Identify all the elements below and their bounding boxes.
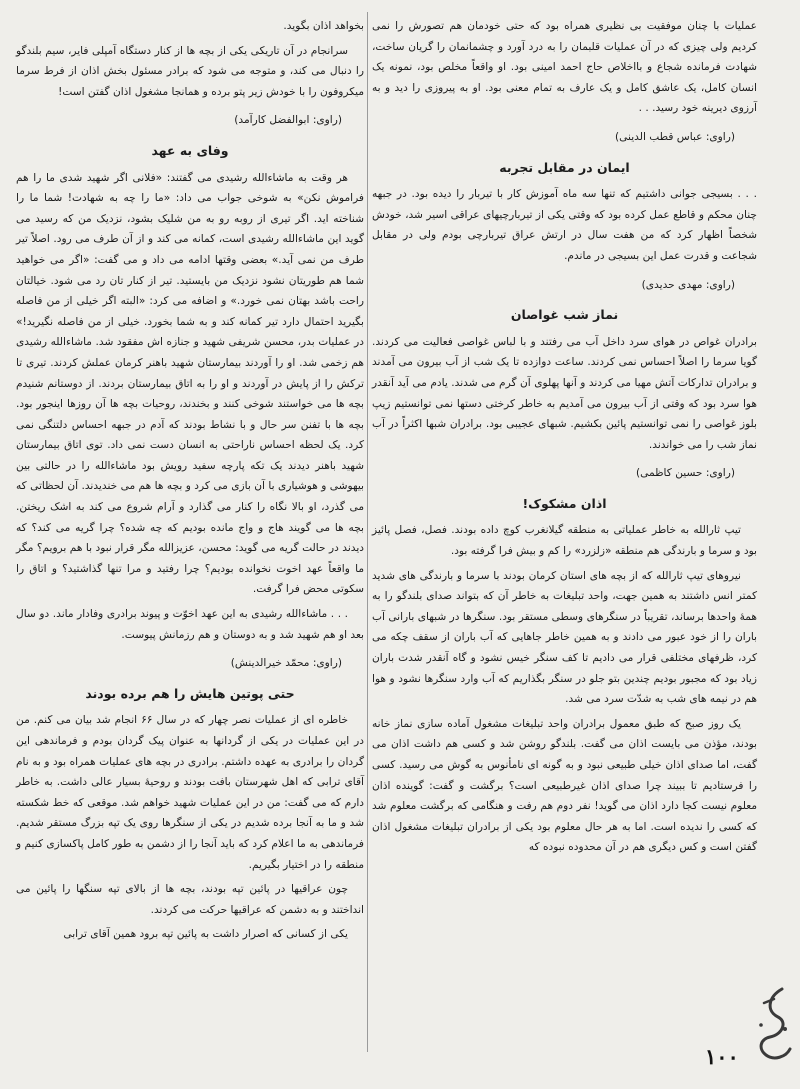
section-title: وفای به عهد bbox=[151, 142, 229, 158]
magazine-logo bbox=[752, 985, 796, 1065]
narrator-credit: (راوی: حسین کاظمی) bbox=[636, 467, 735, 480]
paragraph: یکی از کسانی که اصرار داشت به پائین تپه برود همین آقای ترابی bbox=[63, 928, 348, 941]
paragraph: برادران غواص در هوای سرد داخل آب می رفتند و با لباس غواصی فعالیت می کردند. گویا سرما را اصلاً احساس نمی کردند. ساعت دوازده تا یک شب از آب بیرون می آمدند و برادران تدارکات آتش مهیا می کردند و آنها پهلوی آن گرم می شدند. یادم می آید آنقدر هوا سرد بود که وقتی از آب بیرون می آمدیم به خاطر کرختی دستها نمی توانستیم زیپ بلوز غواصی را نمی توانستیم پائین بکشیم. شبهای عجیبی بود. برادران شبها اکثراً در آب نماز شب را می خواندند. bbox=[372, 335, 757, 451]
narrator-credit: (راوی: مهدی حدیدی) bbox=[641, 278, 735, 291]
section-title: ایمان در مقابل تجربه bbox=[499, 159, 630, 175]
section-title: نماز شب غواصان bbox=[510, 307, 619, 323]
paragraph: چون عراقیها در پائین تپه بودند، بچه ها از بالای تپه سنگها را پائین می انداختند و به دشمن که عراقیها حرکت می کردند. bbox=[16, 883, 364, 916]
section-title: حتی پوتین هایش را هم برده بودند bbox=[85, 685, 295, 701]
paragraph: سرانجام در آن تاریکی یکی از بچه ها از کنار دستگاه آمپلی فایر، سیم بلندگو را دنبال می کند، و متوجه می شود که برادر مسئول بخش اذان از فرط سرما میکروفون را با خودش زیر پتو برده و همانجا مشغول اذان گفتن است! bbox=[16, 44, 364, 98]
column-divider bbox=[367, 12, 368, 1052]
paragraph: هر وقت به ماشاءالله رشیدی می گفتند: «فلانی اگر شهید شدی ما را هم فراموش نکن» به شوخی جواب می داد: «ما را چه به شهادت! شما ما را شناخته اید. اگر تیری از روبه رو به من شلیک بشود، نزدیک من که رسید می گوید این ماشاءالله رشیدی است، کمانه می کند و از آن طرف می رود. اصلاً تیر طرف من نمی آید.» بعضی وقتها ادامه می داد و می گفت: «اگر می خواهید شما هم طوریتان نشود نزدیک من بایستید. تیر از کنار تان رد می شود. خیالتان راحت باشد بهتان نمی خورد.» و اضافه می کرد: «البته اگر خیلی از من فاصله بگیرید احتمال دارد تیر کمانه کند و به شما بخورد. خیلی از من فاصله نگیرید!» در عملیات بدر، محسن شریفی شهید و جنازه اش مفقود شد. ماشاءالله رشیدی هم زخمی شد. او را آوردند بیمارستان شهید باهنر کرمان عملش کردند. تیری تا ترکش را از پایش در آوردند و او را به اتاق بیمارستان بردند. از دوستانم شنیدم بچه ها می خواستند شوخی کنند و بخندند، روحیات بچه ها آن روزها اینجور بود. بچه ها با تفنن سر حال و با نشاط بودند که آدم در جبهه احساس دلتنگی نمی کرد. یک لحظه احساس ناراحتی به انسان دست نمی داد. توی اتاق بیمارستان شهید باهنر دیدند یک تکه پارچه سفید رویش بود ماشاءالله را در حالتی بین بیهوشی و هوشیاری با آن بازی می کرد و بچه ها هم می خندیدند. آن لحظاتی که می گذرد، او بالا نگاه را کنار می گذارد و آرام شروع می کند به اشک ریختن. بچه ها می گویند هاج و واج مانده بودیم که چه شده؟ چرا گریه می کند؟ که دیدند در حالت گریه می گوید: محسن، عزیزالله مگر قرار نبود با هم برویم؟ مگر ما واقعاً عهد اخوت نخوانده بودیم؟ چرا رفتید و مرا تنها گذاشتید؟ و اتاق را سکوتی محض فرا گرفت. bbox=[16, 171, 364, 596]
paragraph: نیروهای تیپ ثارالله که از بچه های استان کرمان بودند با سرما و بارندگی های شدید کمتر انس داشتند به همین جهت، واحد تبلیغات به خاطر آن که بتواند صدای بلندگو را به همهٔ واحدها برساند، تقریباً در سنگرهای وسطی مستقر بود. سنگرها در شبهای بارانی آب باران را از خود عبور می دادند و به همین خاطر جاهایی که آب باران از سقف چکه می کرد، ظرفهای مختلفی قرار می دادیم تا کف سنگر خیس نشود و گاه آنقدر شدت باران زیاد بود که مجبور بودیم چندین بتو جلو در سنگر بگذاریم که آب وارد سنگرها نشود و هوا هم در نیمه های شب به شدّت سرد می شد. bbox=[372, 569, 757, 706]
narrator-credit: (راوی: محمّد خیرالدینش) bbox=[230, 657, 342, 670]
paragraph: خاطره ای از عملیات نصر چهار که در سال ۶۶ انجام شد بیان می کنم. من در این عملیات در یکی از گردانها به عنوان پیک گردان بودم و فرماندهی این گردان را برادری به عهده داشتم. برادری در بچه های عملیات همراه بود و به نام آقای ترابی که اهل شهرستان بافت بودند و روحیهٔ بسیار عالی داشت. به خاطر دارم که می گفت: من در این عملیات شهید خواهم شد. موقعی که خط شکسته شد و ما به آنجا برده شدیم در یکی از سنگرها روی یک تپه بزرگ مستقر شدیم. فرماندهی به ما اعلام کرد که باید آنجا را از دشمن به طور کامل پاکسازی کنیم و منطقه را در اختیار بگیریم. bbox=[16, 714, 364, 871]
paragraph: تیپ ثارالله به خاطر عملیاتی به منطقه گیلانغرب کوچ داده بودند. فصل، فصل پائیز بود و سرما و بارندگی هم منطقه «زلزرد» را کم و بیش فرا گرفته بود. bbox=[372, 524, 757, 558]
right-column bbox=[372, 16, 757, 862]
narrator-credit: (راوی: ابوالفضل کارآمد) bbox=[234, 114, 342, 127]
paragraph: یک روز صبح که طبق معمول برادران واحد تبلیغات مشغول آماده سازی نماز خانه بودند، مؤذن می بایست اذان می گفت. بلندگو روشن شد و کسی هم داشت اذان می گفت، اما صدای اذان خیلی طبیعی نبود و به گونه ای نامأنوس به گوش می رسید. کسی را فرستادیم تا ببیند چرا صدای اذان غیرطبیعی است؟ برگشت و گفت: گوینده اذان معلوم نیست کجا دارد اذان می گوید! نفر دوم هم رفت و هنگامی که برگشت معلوم شد که کسی را ندیده است. اما به هر حال معلوم بود یکی از برادران تبلیغات مشغول اذان گفتن است و کس دیگری هم در آن محدوده نبوده که bbox=[372, 717, 757, 854]
paragraph: بخواهد اذان بگوید. bbox=[283, 20, 364, 32]
paragraph: . . . بسیجی جوانی داشتیم که تنها سه ماه آموزش کار با تیربار را دیده بود. در جبهه چنان محکم و قاطع عمل کرده بود که وقتی یکی از تیربارچیهای عراقی اسیر شد، خودش شخصاً اظهار کرد که من هفت سال در ارتش عراق تیربارچی بودم ولی در مقابل شجاعت و قدرت عمل این بسیجی در ماندم. bbox=[372, 188, 757, 262]
page-number: ١٠٠ bbox=[705, 1044, 739, 1069]
narrator-credit: (راوی: عباس قطب الدینی) bbox=[615, 130, 735, 143]
paragraph: . . . ماشاءالله رشیدی به این عهد اخوّت و پیوند برادری وفادار ماند. دو سال بعد او هم شهید شد و به دوستان و هم رزمانش پیوست. bbox=[16, 608, 364, 641]
left-column bbox=[16, 16, 364, 949]
paragraph: عملیات با چنان موفقیت بی نظیری همراه بود که حتی خودمان هم تصورش را نمی کردیم ولی چیزی که در آن عملیات قلبمان را به درد آورد و چشمانمان را گریان ساخت، شهادت فرمانده شجاع و بااخلاص حاج احمد امینی بود. او واقعاً مخلص بود، نمونه یک انسان کامل، یک عاشق کامل و یک عارف به تمام معنی بود. او به پیروزی را دید و به آرزوی دیرینه خود رسید. . . bbox=[372, 20, 757, 115]
section-title: اذان مشکوک! bbox=[522, 495, 607, 511]
